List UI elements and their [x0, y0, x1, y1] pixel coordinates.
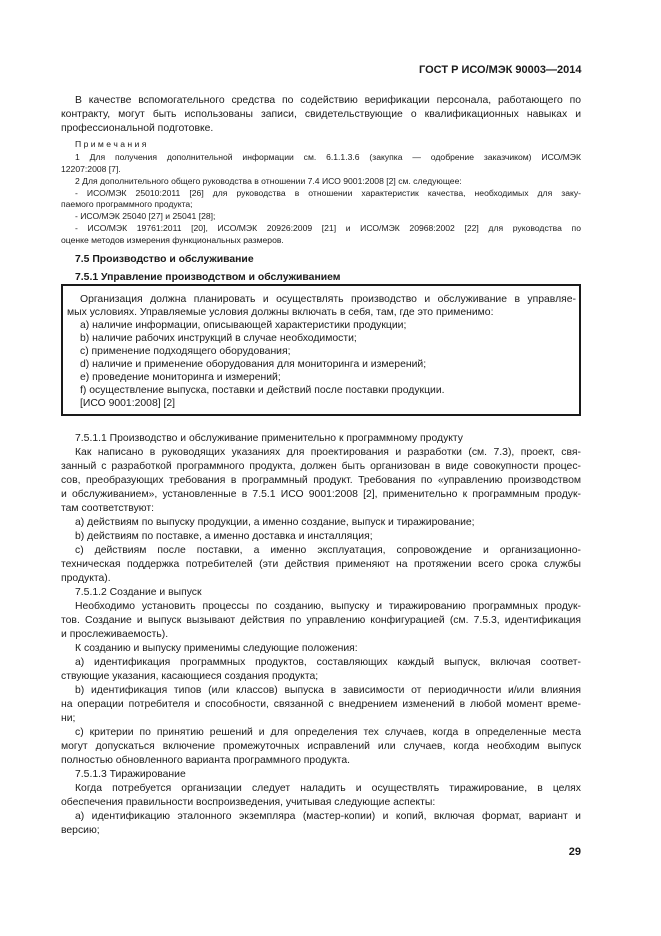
body-line: b) идентификация типов (или классов) выпуска в зависимости от периодичности и/или влияния: [75, 685, 581, 696]
clause-heading: 7.5.1.2 Создание и выпуск: [75, 587, 202, 598]
quotation-line: a) наличие информации, описывающей характеристики продукции;: [80, 320, 407, 331]
body-line: К созданию и выпуску применимы следующие положения:: [75, 643, 358, 654]
quotation-line: [ИСО 9001:2008] [2]: [80, 398, 176, 409]
quotation-line: e) проведение мониторинга и измерений;: [80, 372, 281, 383]
page-number: 29: [568, 846, 581, 858]
body-line: могут допускаться включение промежуточных исправлений или случаев, когда необходим выпуск: [61, 741, 581, 752]
quotation-line: b) наличие рабочих инструкций в случае необходимости;: [80, 333, 357, 344]
body-line: ствующие указания, касающиеся создания продукта;: [61, 671, 319, 682]
quotation-line: мых условиях. Управляемые условия должны включать в себя, там, где это применимо:: [67, 307, 494, 318]
body-line: на операции потребителя и способности, связанной с внедрением изменений в любой момент време-: [61, 699, 581, 710]
body-line: обеспечения правильности воспроизведения, учитывая следующие аспекты:: [61, 797, 436, 808]
section-heading: 7.5 Производство и обслуживание: [75, 254, 254, 265]
document-standard-header: ГОСТ Р ИСО/МЭК 90003—2014: [419, 64, 582, 76]
body-line: и прослеживаемость).: [61, 629, 169, 640]
body-line: a) идентификацию эталонного экземпляра (мастер-копии) и копий, включая формат, вариант и: [75, 811, 581, 822]
notes-heading: П р и м е ч а н и я: [75, 139, 147, 149]
quotation-line: f) осуществление выпуска, поставки и действий после поставки продукции.: [80, 385, 445, 396]
intro-line: профессиональной подготовке.: [61, 123, 214, 134]
quotation-line: Организация должна планировать и осуществлять производство и обслуживание в управляе-: [80, 294, 576, 305]
note-line: - ИСО/МЭК 25010:2011 [26] для руководства в отношении характеристик качества, необходимых для заку-: [75, 188, 581, 198]
body-line: и обслуживанием», установленные в 7.5.1 ИСО 9001:2008 [2], применительно к программным продук-: [61, 489, 581, 500]
clause-heading: 7.5.1.1 Производство и обслуживание применительно к программному продукту: [75, 433, 464, 444]
note-line: 1 Для получения дополнительной информации см. 6.1.1.3.6 (закупка — одобрение заказчиком) ИСО/МЭК: [75, 152, 581, 162]
body-line: тов. Создание и выпуск вызывают действия по управлению конфигурацией (см. 7.5.3, идентификация: [61, 615, 581, 626]
body-line: Как написано в руководящих указаниях для проектирования и разработки (см. 7.3), проект, свя-: [75, 447, 581, 458]
intro-line: В качестве вспомогательного средства по содействию верификации персонала, работающего по: [75, 95, 581, 106]
clause-heading: 7.5.1.3 Тиражирование: [75, 769, 186, 780]
subsection-heading: 7.5.1 Управление производством и обслуживанием: [75, 272, 341, 283]
body-line: b) действиям по поставке, а именно доставка и инсталляция;: [75, 531, 373, 542]
note-line: - ИСО/МЭК 25040 [27] и 25041 [28];: [75, 211, 216, 221]
body-line: Когда потребуется организации следует наладить и осуществлять тиражирование, в целях: [75, 783, 581, 794]
note-line: - ИСО/МЭК 19761:2011 [20], ИСО/МЭК 20926:2009 [21] и ИСО/МЭК 20968:2002 [22] для руководства по: [75, 223, 581, 233]
body-line: Необходимо установить процессы по созданию, выпуску и тиражированию программных продук-: [75, 601, 581, 612]
note-line: паемого программного продукта;: [61, 199, 193, 209]
body-line: там соответствуют:: [61, 503, 154, 514]
quotation-line: c) применение подходящего оборудования;: [80, 346, 291, 357]
body-line: c) критерии по принятию решений и для определения тех случаев, когда в определенные места: [75, 727, 581, 738]
body-line: c) действиям после поставки, а именно эксплуатация, сопровождение и организационно-: [75, 545, 581, 556]
body-line: a) идентификация программных продуктов, составляющих каждый выпуск, включая соответ-: [75, 657, 581, 668]
body-line: занный с разработкой программного продукта, должен быть организован в виде совокупности процес-: [61, 461, 581, 472]
note-line: 2 Для дополнительного общего руководства в отношении 7.4 ИСО 9001:2008 [2] см. следующее:: [75, 176, 462, 186]
note-line: оценке методов измерения функциональных размеров.: [61, 235, 284, 245]
body-line: продукта).: [61, 573, 111, 584]
quotation-line: d) наличие и применение оборудования для мониторинга и измерений;: [80, 359, 427, 370]
body-line: техническая поддержка потребителей (эти действия применяют на протяжении всего срока службы: [61, 559, 581, 570]
note-line: 12207:2008 [7].: [61, 164, 121, 174]
body-line: полностью обновленного варианта программного продукта.: [61, 755, 350, 766]
body-line: ни;: [61, 713, 76, 724]
body-line: версию;: [61, 825, 100, 836]
body-line: a) действиям по выпуску продукции, а именно создание, выпуск и тиражирование;: [75, 517, 475, 528]
intro-line: контракту, могут быть использованы записи, свидетельствующие о квалификационных навыках и: [61, 109, 581, 120]
body-line: сов, преобразующих требования в программный продукт. Требования по «управлению производством: [61, 475, 581, 486]
